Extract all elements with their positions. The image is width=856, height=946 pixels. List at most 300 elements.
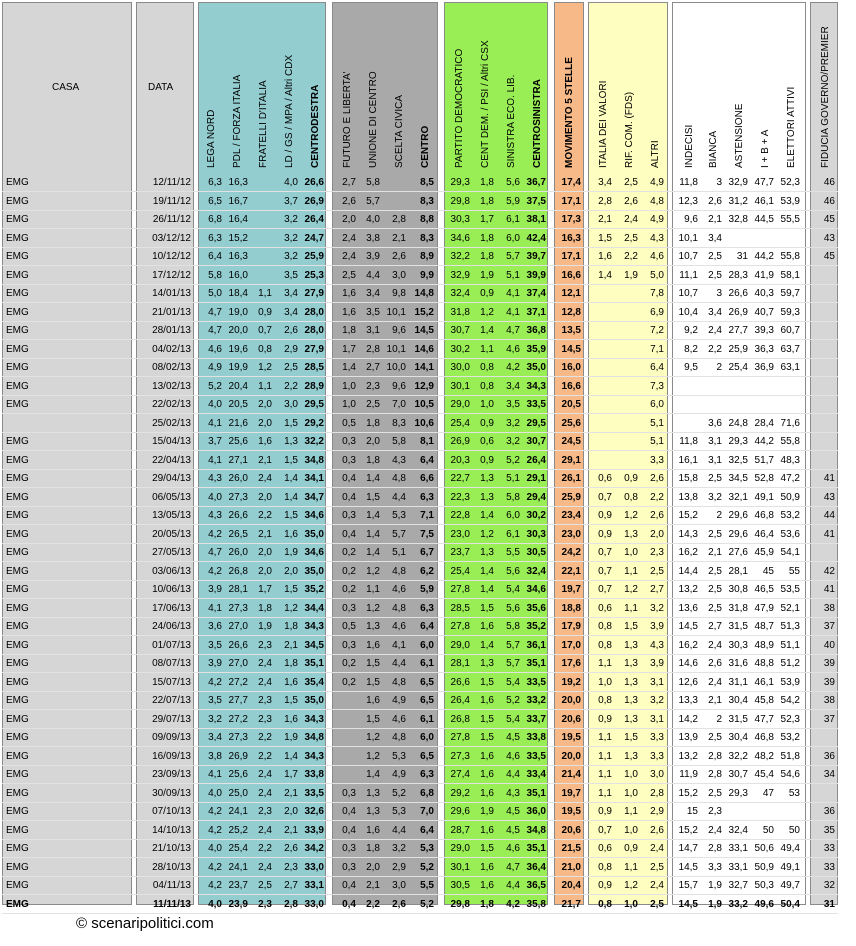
- table-cell: 0,2: [342, 584, 356, 595]
- column-header: CENTROSINISTRA: [532, 79, 543, 168]
- table-cell: 14,3: [678, 528, 698, 540]
- table-cell: 1,4: [342, 362, 356, 373]
- table-cell: 1,1: [598, 769, 612, 780]
- table-cell: 0,9: [598, 880, 612, 891]
- table-cell: 47,9: [754, 602, 774, 614]
- table-cell: 2,1: [366, 880, 380, 891]
- table-cell: 50,3: [754, 880, 774, 891]
- table-cell: 25,9: [728, 343, 748, 355]
- row-divider: [2, 432, 838, 433]
- row-divider: [2, 284, 838, 285]
- table-cell: 27,8: [450, 584, 470, 595]
- table-cell: 63,1: [780, 362, 800, 373]
- table-cell: 47: [762, 787, 774, 799]
- table-cell: 1,9: [258, 621, 272, 632]
- table-cell-casa: EMG: [6, 177, 29, 188]
- table-cell: 46,1: [754, 676, 774, 688]
- table-cell: 5,2: [420, 861, 434, 873]
- table-cell: 5,4: [506, 584, 520, 595]
- table-cell: 2,6: [650, 510, 664, 521]
- table-cell: 5,1: [392, 547, 406, 558]
- table-cell: 25,6: [228, 436, 248, 447]
- table-cell: 34,7: [304, 491, 324, 503]
- table-cell: 28,3: [728, 269, 748, 281]
- table-cell: 4,6: [392, 713, 406, 725]
- table-cell: 37: [823, 713, 835, 725]
- table-cell: 10,0: [386, 362, 406, 373]
- table-cell: 5,7: [366, 195, 380, 207]
- table-cell: 1,5: [366, 658, 380, 669]
- table-cell: 28,5: [450, 602, 470, 614]
- table-cell: 2: [716, 362, 722, 373]
- table-cell: 26,9: [304, 195, 324, 207]
- table-cell: 19,5: [561, 732, 581, 743]
- table-cell: 36,4: [526, 861, 546, 873]
- table-cell: 20,6: [561, 824, 581, 836]
- table-cell: 6,5: [420, 695, 434, 706]
- table-cell: 0,7: [598, 491, 612, 503]
- table-cell: 5,2: [420, 898, 434, 910]
- table-cell: 51,2: [780, 658, 800, 669]
- table-cell: 2,4: [708, 639, 722, 651]
- table-cell: 1,6: [480, 861, 494, 873]
- row-divider: [2, 469, 838, 470]
- table-cell: 33,1: [728, 861, 748, 873]
- table-cell: 34,3: [304, 713, 324, 725]
- table-cell: 25,9: [561, 491, 581, 503]
- column-header: FIDUCIA GOVERNO/PREMIER: [820, 26, 831, 168]
- table-cell: 0,4: [342, 491, 356, 503]
- table-cell: 3,2: [506, 417, 520, 429]
- table-cell: 3,5: [208, 639, 222, 651]
- row-divider: [2, 487, 838, 488]
- table-cell: 0,3: [342, 454, 356, 466]
- table-cell: 14,1: [414, 362, 434, 373]
- table-cell: 3,4: [598, 177, 612, 188]
- table-cell: 9,6: [392, 325, 406, 336]
- table-cell-casa: EMG: [6, 824, 29, 836]
- table-cell: 4,9: [392, 769, 406, 780]
- table-cell: 48,7: [754, 621, 774, 632]
- table-cell: 48,2: [754, 750, 774, 762]
- table-cell: 4,0: [208, 843, 222, 854]
- table-cell: 1,7: [480, 214, 494, 225]
- table-cell: 24,1: [228, 806, 248, 817]
- table-cell: 35,9: [526, 343, 546, 355]
- table-cell: 30,2: [526, 510, 546, 521]
- table-cell: 2,5: [708, 565, 722, 577]
- table-cell: 1,3: [624, 658, 638, 669]
- table-cell: 0,8: [598, 861, 612, 873]
- table-cell: 6,3: [420, 602, 434, 614]
- table-cell: 1,3: [366, 806, 380, 817]
- table-cell: 1,2: [480, 306, 494, 318]
- table-cell: 15,7: [678, 880, 698, 891]
- table-cell: 10,7: [678, 288, 698, 299]
- table-cell: 28,1: [728, 565, 748, 577]
- table-cell: 47,2: [780, 473, 800, 484]
- table-cell: 2,6: [392, 251, 406, 262]
- table-cell: 29,5: [304, 399, 324, 410]
- table-cell: 1,6: [366, 695, 380, 706]
- table-cell: 6,2: [420, 565, 434, 577]
- table-cell: 1,0: [624, 547, 638, 558]
- table-cell: 30,1: [450, 861, 470, 873]
- table-cell-casa: EMG: [6, 787, 29, 799]
- row-divider: [2, 580, 838, 581]
- table-cell: 47,7: [754, 713, 774, 725]
- table-cell: 27,1: [228, 454, 248, 466]
- table-cell-casa: EMG: [6, 584, 29, 595]
- table-cell: 1,1: [258, 288, 272, 299]
- table-cell: 1,4: [366, 528, 380, 540]
- table-cell: 3,5: [506, 399, 520, 410]
- table-cell: 30,5: [450, 880, 470, 891]
- table-cell: 1,8: [342, 325, 356, 336]
- column-header: LEGA NORD: [206, 109, 217, 168]
- table-cell-date: 09/09/13: [152, 732, 191, 743]
- table-cell: 25,4: [450, 565, 470, 577]
- table-cell: 1,5: [284, 510, 298, 521]
- table-cell: 19,2: [561, 676, 581, 688]
- table-cell: 33,0: [304, 898, 324, 910]
- table-cell-casa: EMG: [6, 251, 29, 262]
- table-cell: 28,0: [304, 325, 324, 336]
- table-cell: 30,2: [450, 343, 470, 355]
- table-cell: 3,4: [284, 306, 298, 318]
- table-cell: 4,2: [208, 806, 222, 817]
- table-cell: 7,8: [650, 288, 664, 299]
- table-cell: 35,1: [526, 658, 546, 669]
- table-cell: 1,5: [480, 713, 494, 725]
- table-cell: 2,6: [342, 195, 356, 207]
- row-divider: [2, 506, 838, 507]
- table-cell: 1,5: [480, 732, 494, 743]
- row-divider: [2, 839, 838, 840]
- table-cell: 35,0: [304, 528, 324, 540]
- table-cell: 30,1: [450, 380, 470, 392]
- table-cell: 4,7: [208, 306, 222, 318]
- table-cell: 2,6: [650, 824, 664, 836]
- table-cell: 37,1: [526, 306, 546, 318]
- table-cell: 42: [823, 565, 835, 577]
- table-cell: 30,3: [728, 639, 748, 651]
- table-cell: 2: [716, 510, 722, 521]
- table-cell: 4,5: [506, 824, 520, 836]
- table-cell: 1,1: [598, 732, 612, 743]
- table-cell: 3,2: [208, 713, 222, 725]
- table-cell: 15,8: [678, 473, 698, 484]
- table-cell: 0,2: [342, 547, 356, 558]
- table-cell: 1,3: [624, 676, 638, 688]
- table-cell: 18,8: [561, 602, 581, 614]
- row-divider: [2, 302, 838, 303]
- table-cell: 45,4: [754, 769, 774, 780]
- table-cell: 36: [823, 750, 835, 762]
- table-cell: 39: [823, 676, 835, 688]
- table-cell: 3,3: [708, 861, 722, 873]
- table-cell: 13,6: [678, 602, 698, 614]
- table-cell: 3,0: [284, 399, 298, 410]
- table-cell: 10,7: [678, 251, 698, 262]
- column-header: CENTRO: [420, 125, 431, 168]
- column-header: ALTRI: [650, 140, 661, 168]
- table-cell: 5,2: [392, 787, 406, 799]
- table-cell: 5,6: [506, 565, 520, 577]
- table-cell: 26,6: [304, 177, 324, 188]
- table-cell: 4,0: [208, 399, 222, 410]
- table-cell: 2,1: [708, 695, 722, 706]
- table-cell: 5,3: [392, 510, 406, 521]
- table-cell: 32,2: [304, 436, 324, 447]
- table-cell-casa: EMG: [6, 214, 29, 225]
- table-cell: 25,9: [304, 251, 324, 262]
- table-cell: 17,0: [561, 639, 581, 651]
- table-cell-date: 01/07/13: [152, 639, 191, 651]
- table-cell: 43: [823, 232, 835, 244]
- table-cell: 2,8: [284, 898, 298, 910]
- table-cell: 5,4: [506, 713, 520, 725]
- table-cell: 13,8: [678, 491, 698, 503]
- table-cell: 3,4: [366, 288, 380, 299]
- row-divider: [2, 321, 838, 322]
- table-cell: 0,3: [342, 510, 356, 521]
- table-cell: 8,3: [420, 232, 434, 244]
- table-cell: 30,4: [728, 732, 748, 743]
- table-cell: 28,1: [450, 658, 470, 669]
- table-cell: 12,1: [561, 288, 581, 299]
- table-cell: 37,4: [526, 288, 546, 299]
- table-cell: 19,7: [561, 584, 581, 595]
- table-cell: 2,4: [342, 251, 356, 262]
- table-cell: 1,0: [624, 898, 638, 910]
- table-cell: 17,1: [561, 195, 581, 207]
- table-cell: 0,4: [342, 528, 356, 540]
- table-cell: 1,1: [258, 380, 272, 392]
- row-divider: [2, 783, 838, 784]
- table-cell: 35,0: [526, 362, 546, 373]
- table-cell: 35,1: [526, 787, 546, 799]
- table-cell: 1,0: [624, 824, 638, 836]
- table-cell-casa: EMG: [6, 491, 29, 503]
- table-cell: 6,7: [420, 547, 434, 558]
- table-cell: 2,4: [258, 787, 272, 799]
- table-cell: 2,5: [708, 528, 722, 540]
- table-cell: 12,9: [414, 380, 434, 392]
- table-cell: 4,4: [506, 769, 520, 780]
- table-cell: 1,8: [284, 658, 298, 669]
- row-divider: [2, 728, 838, 729]
- table-cell: 3,4: [208, 732, 222, 743]
- table-cell: 0,7: [598, 584, 612, 595]
- table-cell-casa: EMG: [6, 399, 29, 410]
- table-cell: 2,4: [258, 473, 272, 484]
- table-cell: 4,2: [208, 528, 222, 540]
- table-cell: 36,9: [754, 362, 774, 373]
- table-cell: 50,9: [754, 861, 774, 873]
- table-cell: 16,4: [228, 214, 248, 225]
- table-cell: 2,2: [284, 380, 298, 392]
- table-cell: 3,9: [650, 621, 664, 632]
- table-cell: 4,6: [392, 621, 406, 632]
- table-cell: 20,5: [228, 399, 248, 410]
- table-cell: 2,0: [284, 565, 298, 577]
- table-cell: 1,6: [480, 787, 494, 799]
- row-divider: [2, 228, 838, 229]
- table-cell-date: 15/04/13: [152, 436, 191, 447]
- table-cell: 0,8: [258, 343, 272, 355]
- table-cell: 4,6: [650, 251, 664, 262]
- table-cell: 1,5: [480, 602, 494, 614]
- table-cell: 1,4: [284, 491, 298, 503]
- table-cell-date: 22/02/13: [152, 399, 191, 410]
- table-cell: 55,8: [780, 436, 800, 447]
- table-cell-casa: EMG: [6, 473, 29, 484]
- row-divider: [2, 876, 838, 877]
- table-cell: 24,2: [561, 547, 581, 558]
- table-cell: 4,8: [392, 565, 406, 577]
- table-cell: 21,0: [561, 861, 581, 873]
- row-divider: [2, 191, 838, 192]
- table-cell: 2,8: [708, 843, 722, 854]
- table-cell: 20,4: [228, 380, 248, 392]
- table-cell: 33,2: [728, 898, 748, 910]
- table-cell: 3,1: [708, 454, 722, 466]
- table-cell: 1,2: [624, 584, 638, 595]
- table-cell: 2,3: [258, 695, 272, 706]
- table-cell: 5,9: [420, 584, 434, 595]
- table-cell: 2,1: [258, 528, 272, 540]
- table-cell: 29,2: [304, 417, 324, 429]
- row-divider: [2, 654, 838, 655]
- table-cell: 3,4: [506, 380, 520, 392]
- table-cell: 53,9: [780, 676, 800, 688]
- table-cell: 9,6: [392, 380, 406, 392]
- table-cell: 10,1: [386, 306, 406, 318]
- table-cell: 0,4: [342, 880, 356, 891]
- table-cell: 29,0: [450, 843, 470, 854]
- table-cell: 26,1: [561, 473, 581, 484]
- table-cell: 31,1: [728, 676, 748, 688]
- table-cell: 33: [823, 861, 835, 873]
- table-cell-date: 22/04/13: [152, 454, 191, 466]
- row-divider: [2, 561, 838, 562]
- table-cell: 8,1: [420, 436, 434, 447]
- table-cell: 26,4: [304, 214, 324, 225]
- table-cell: 0,6: [480, 436, 494, 447]
- table-cell: 1,5: [366, 713, 380, 725]
- table-cell: 53,5: [780, 584, 800, 595]
- table-cell: 2,4: [258, 676, 272, 688]
- table-cell: 4,3: [650, 232, 664, 244]
- table-cell: 22,3: [450, 491, 470, 503]
- table-cell: 40: [823, 639, 835, 651]
- table-cell: 18,4: [228, 288, 248, 299]
- table-cell: 6,5: [208, 195, 222, 207]
- table-cell: 2,4: [258, 658, 272, 669]
- table-cell: 46: [823, 195, 835, 207]
- table-cell: 39: [823, 658, 835, 669]
- table-cell: 2,2: [258, 510, 272, 521]
- table-cell: 0,2: [342, 565, 356, 577]
- row-divider: [2, 709, 838, 710]
- table-cell: 27,3: [228, 602, 248, 614]
- table-cell: 1,6: [284, 713, 298, 725]
- table-cell: 14,6: [678, 658, 698, 669]
- table-cell: 22,8: [450, 510, 470, 521]
- table-cell: 0,3: [342, 787, 356, 799]
- table-cell: 1,8: [284, 621, 298, 632]
- table-cell-casa: EMG: [6, 547, 29, 558]
- table-cell: 1,5: [598, 232, 612, 244]
- table-cell: 3,1: [708, 436, 722, 447]
- table-cell: 2,3: [258, 806, 272, 817]
- table-cell: 1,5: [284, 417, 298, 429]
- table-cell: 0,8: [598, 639, 612, 651]
- table-cell: 2,0: [258, 565, 272, 577]
- table-cell: 14,8: [414, 288, 434, 299]
- table-cell: 29,4: [526, 491, 546, 503]
- table-cell: 30,5: [526, 547, 546, 558]
- table-cell: 1,4: [284, 750, 298, 762]
- table-cell-casa: EMG: [6, 510, 29, 521]
- table-cell: 2,5: [708, 732, 722, 743]
- table-cell: 8,2: [684, 343, 698, 355]
- table-cell: 14,4: [678, 565, 698, 577]
- table-cell: 1,6: [480, 824, 494, 836]
- table-cell: 5,3: [392, 806, 406, 817]
- table-cell: 33,5: [526, 676, 546, 688]
- table-cell: 2,1: [392, 232, 406, 244]
- table-cell: 2,4: [258, 861, 272, 873]
- table-cell: 3,3: [650, 732, 664, 743]
- table-cell: 4,2: [506, 898, 520, 910]
- table-cell: 6,1: [506, 528, 520, 540]
- table-cell: 46,8: [754, 510, 774, 521]
- table-cell: 10,4: [678, 306, 698, 318]
- table-cell: 36: [823, 806, 835, 817]
- table-cell: 3,2: [284, 251, 298, 262]
- table-cell: 33,8: [304, 769, 324, 780]
- table-cell: 17,3: [561, 214, 581, 225]
- table-cell-date: 08/07/13: [152, 658, 191, 669]
- table-cell: 41,9: [754, 269, 774, 281]
- table-cell: 17,4: [561, 177, 581, 188]
- table-cell-date: 04/02/13: [152, 343, 191, 355]
- table-cell: 25,3: [304, 269, 324, 281]
- table-cell-casa: EMG: [6, 362, 29, 373]
- table-cell: 54,2: [780, 695, 800, 706]
- table-cell: 21,6: [228, 417, 248, 429]
- table-cell: 1,1: [480, 343, 494, 355]
- table-cell: 60,7: [780, 325, 800, 336]
- table-cell: 35: [823, 824, 835, 836]
- table-cell: 44,2: [754, 436, 774, 447]
- table-cell: 0,6: [598, 602, 612, 614]
- table-cell: 24,7: [304, 232, 324, 244]
- table-cell: 6,0: [506, 232, 520, 244]
- table-cell: 6,3: [420, 491, 434, 503]
- table-cell-casa: EMG: [6, 195, 29, 207]
- table-cell-date: 21/10/13: [152, 843, 191, 854]
- table-cell: 26,6: [450, 676, 470, 688]
- table-cell: 4,6: [208, 343, 222, 355]
- table-cell: 26,8: [450, 713, 470, 725]
- table-cell: 4,0: [208, 898, 222, 910]
- table-cell-date: 03/06/13: [152, 565, 191, 577]
- table-cell: 2,4: [342, 232, 356, 244]
- table-cell: 53,2: [780, 732, 800, 743]
